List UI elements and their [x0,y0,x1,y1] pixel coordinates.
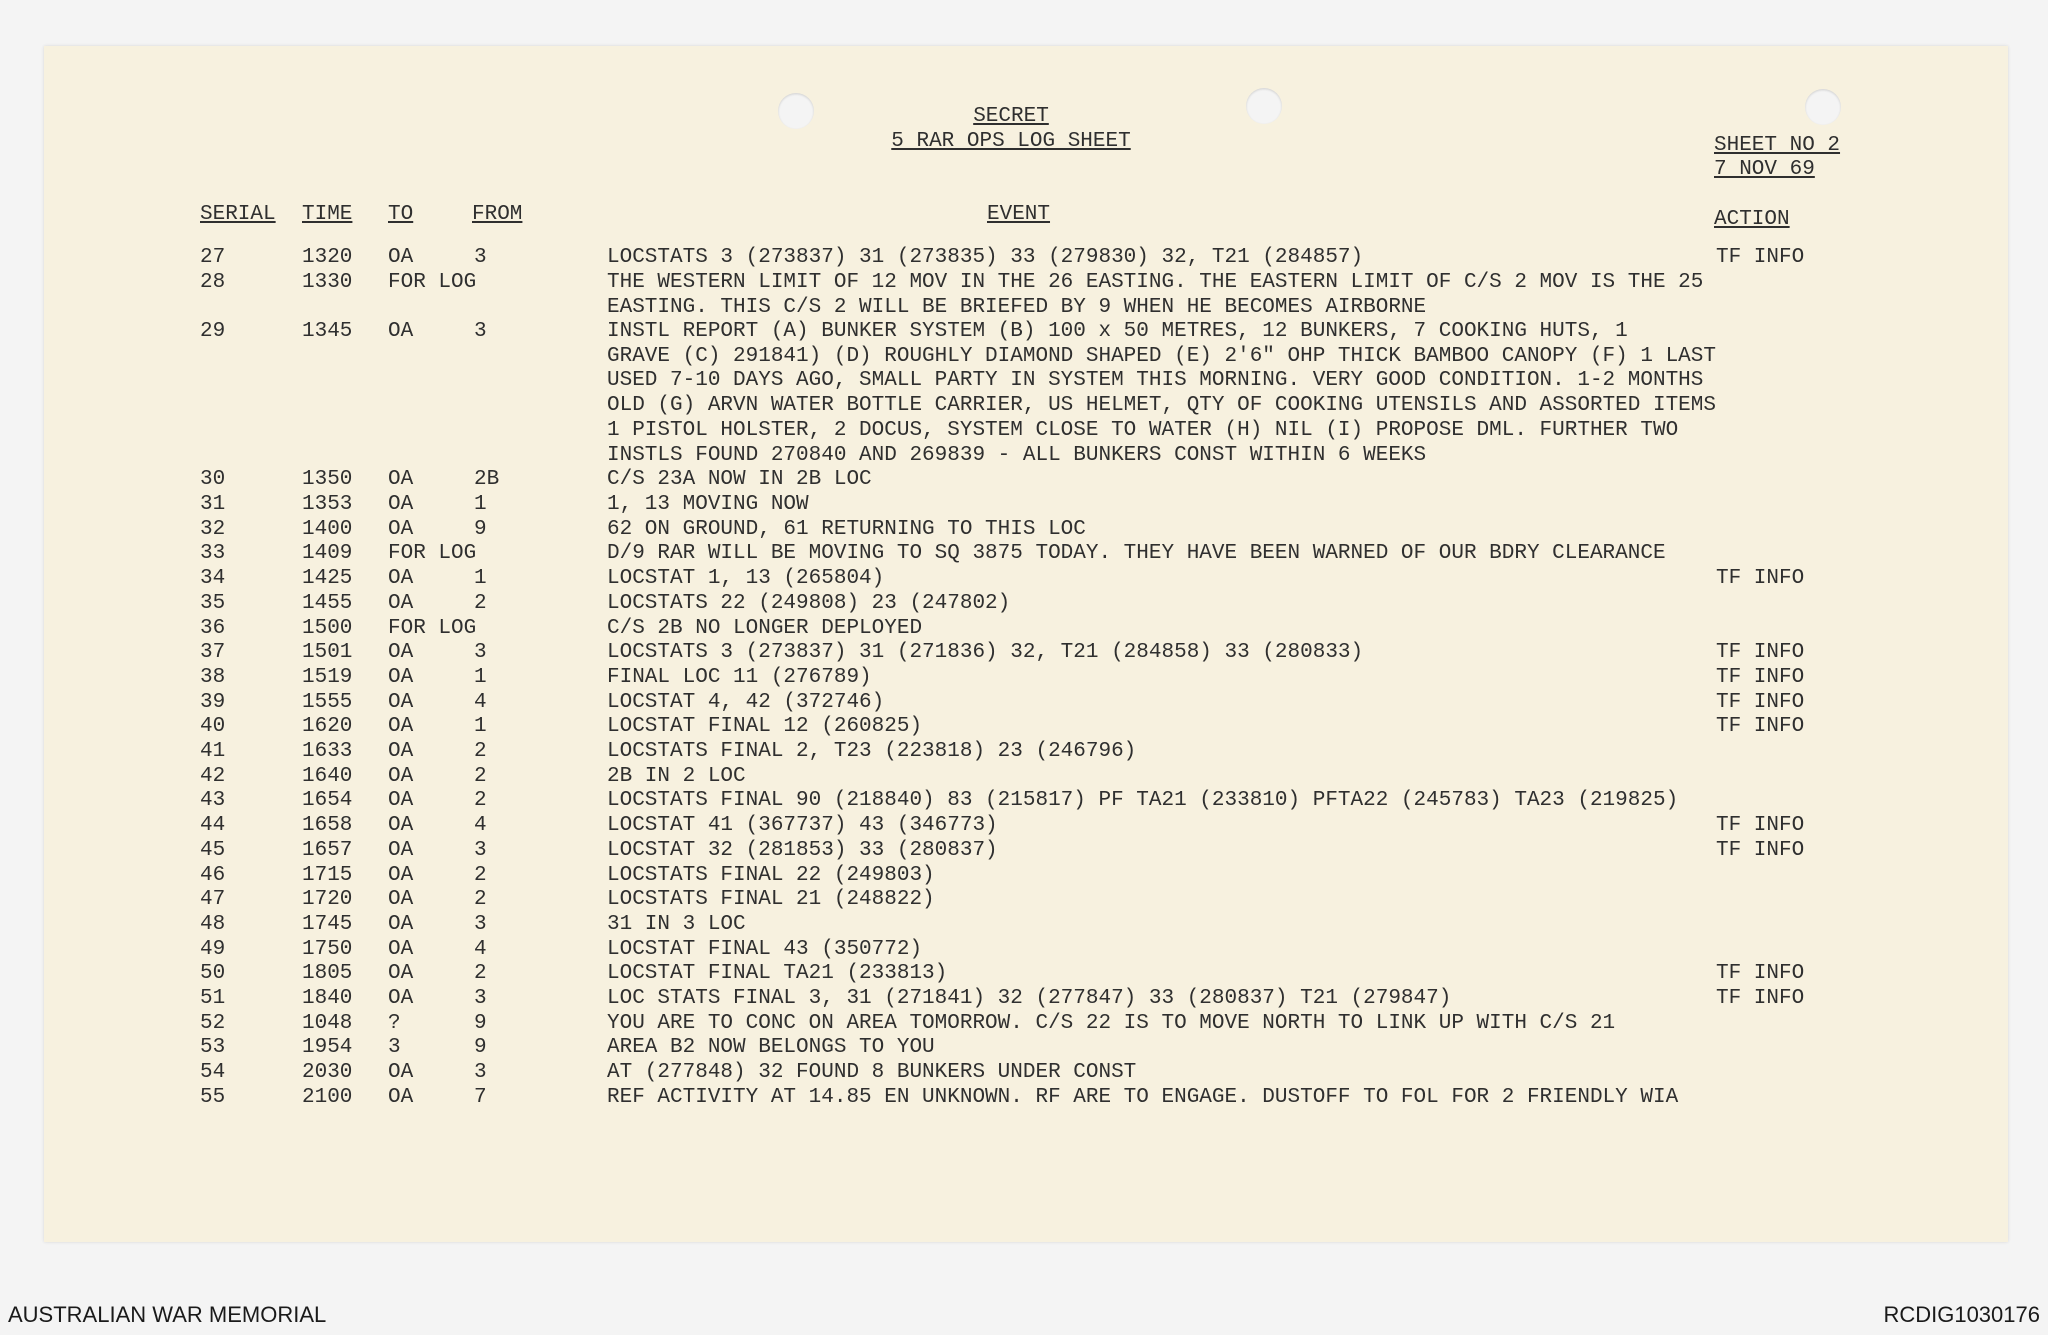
event-cell [607,641,1363,666]
time-cell: 1519 [302,666,353,689]
event-line: LOCSTATS FINAL 22 (249803) [607,864,935,887]
to-cell: ? [388,1012,401,1035]
time-cell: 1657 [302,839,353,862]
from-cell: 3 [474,987,487,1010]
event-line: OLD (G) ARVN WATER BOTTLE CARRIER, US HELMET, QTY OF COOKING UTENSILS AND ASSORTED ITEMS [607,394,1716,418]
from-cell: 9 [474,1036,487,1059]
event-cell [607,938,922,963]
log-entry-row [44,962,2008,986]
time-cell: 1350 [302,468,353,491]
event-cell [607,962,947,987]
event-cell [607,1086,1678,1111]
log-entry-row [44,592,2008,616]
time-cell: 1425 [302,567,353,590]
time-cell: 2100 [302,1086,353,1109]
time-cell: 1805 [302,962,353,985]
action-cell: TF INFO [1716,987,1805,1010]
to-cell: OA [388,246,414,269]
serial-cell: 55 [200,1086,226,1109]
to-cell: OA [388,765,414,788]
event-cell [607,271,1703,320]
time-cell: 1500 [302,617,353,640]
event-line: INSTL REPORT (A) BUNKER SYSTEM (B) 100 x 50 METRES, 12 BUNKERS, 7 COOKING HUTS, 1 [607,320,1628,343]
from-cell: 7 [474,1086,487,1109]
time-cell: 1501 [302,641,353,664]
from-cell: 2 [474,592,487,615]
serial-cell: 46 [200,864,226,887]
serial-cell: 51 [200,987,226,1010]
event-cell [607,864,935,889]
serial-cell: 41 [200,740,226,763]
from-cell: 1 [474,715,487,738]
time-cell: 1330 [302,271,353,294]
to-cell: OA [388,740,414,763]
to-cell: FOR LOG [388,271,477,294]
log-entry-row [44,814,2008,838]
event-line: C/S 23A NOW IN 2B LOC [607,468,872,491]
from-cell: 3 [474,246,487,269]
event-line: 1 PISTOL HOLSTER, 2 DOCUS, SYSTEM CLOSE TO WATER (H) NIL (I) PROPOSE DML. FURTHER TWO [607,418,1679,442]
event-cell [607,666,872,691]
from-cell: 3 [474,1061,487,1084]
log-entry-row [44,715,2008,739]
time-cell: 1633 [302,740,353,763]
event-cell [607,888,935,913]
sheet-date: 7 NOV 69 [1714,158,1815,181]
event-line: LOCSTAT FINAL TA21 (233813) [607,962,948,985]
event-cell [607,1012,1615,1037]
event-line: D/9 RAR WILL BE MOVING TO SQ 3875 TODAY. THEY HAVE BEEN WARNED OF OUR BDRY CLEARANCE [607,542,1666,565]
time-cell: 1715 [302,864,353,887]
log-entry-row [44,320,2008,467]
from-cell: 3 [474,913,487,936]
serial-cell: 45 [200,839,226,862]
from-cell: 1 [474,493,487,516]
from-cell: 4 [474,814,487,837]
event-cell [607,592,1010,617]
time-cell: 1555 [302,691,353,714]
event-cell [607,691,884,716]
event-line: AREA B2 NOW BELONGS TO YOU [607,1036,935,1059]
event-cell [607,542,1666,567]
time-cell: 1320 [302,246,353,269]
time-cell: 1840 [302,987,353,1010]
event-line: 62 ON GROUND, 61 RETURNING TO THIS LOC [607,518,1086,541]
log-entry-row [44,913,2008,937]
time-cell: 1620 [302,715,353,738]
event-line: GRAVE (C) 291841) (D) ROUGHLY DIAMOND SHAPED (E) 2'6" OHP THICK BAMBOO CANOPY (F) 1 LAST [607,344,1716,368]
event-cell [607,567,884,592]
serial-cell: 29 [200,320,226,343]
classification-heading: SECRET [973,105,1049,128]
to-cell: OA [388,641,414,664]
from-cell: 9 [474,1012,487,1035]
footer-credit: AUSTRALIAN WAR MEMORIAL [8,1302,327,1327]
from-cell: 2 [474,789,487,812]
event-line: AT (277848) 32 FOUND 8 BUNKERS UNDER CONST [607,1061,1137,1084]
serial-cell: 49 [200,938,226,961]
event-line: 2B IN 2 LOC [607,765,746,788]
serial-cell: 36 [200,617,226,640]
log-entry-row [44,1086,2008,1110]
log-entry-row [44,567,2008,591]
log-entry-row [44,468,2008,492]
log-entry-row [44,271,2008,319]
to-cell: OA [388,691,414,714]
to-cell: OA [388,320,414,343]
serial-cell: 47 [200,888,226,911]
log-entries [44,46,2008,1242]
serial-cell: 34 [200,567,226,590]
to-cell: OA [388,913,414,936]
time-cell: 1400 [302,518,353,541]
action-cell: TF INFO [1716,666,1805,689]
to-cell: OA [388,864,414,887]
event-cell [607,1061,1136,1086]
footer-reference: RCDIG1030176 [1883,1302,2040,1327]
event-line: EASTING. THIS C/S 2 WILL BE BRIEFED BY 9 WHEN HE BECOMES AIRBORNE [607,295,1427,319]
to-cell: OA [388,468,414,491]
from-cell: 1 [474,666,487,689]
event-cell [607,518,1086,543]
event-line: LOC STATS FINAL 3, 31 (271841) 32 (277847) 33 (280837) T21 (279847) [607,987,1452,1010]
column-header-to: TO [388,203,414,226]
event-line: USED 7-10 DAYS AGO, SMALL PARTY IN SYSTEM THIS MORNING. VERY GOOD CONDITION. 1-2 MONTHS [607,369,1704,393]
time-cell: 1353 [302,493,353,516]
serial-cell: 54 [200,1061,226,1084]
to-cell: OA [388,888,414,911]
log-entry-row [44,987,2008,1011]
event-cell [607,987,1451,1012]
event-line: INSTLS FOUND 270840 AND 269839 - ALL BUNKERS CONST WITHIN 6 WEEKS [607,443,1427,467]
to-cell: OA [388,518,414,541]
serial-cell: 37 [200,641,226,664]
time-cell: 1954 [302,1036,353,1059]
event-line: LOCSTAT 1, 13 (265804) [607,567,885,590]
column-header-serial: SERIAL [200,203,276,226]
serial-cell: 28 [200,271,226,294]
time-cell: 1720 [302,888,353,911]
event-cell [607,715,922,740]
event-line: FINAL LOC 11 (276789) [607,666,872,689]
serial-cell: 33 [200,542,226,565]
event-line: LOCSTAT FINAL 43 (350772) [607,938,923,961]
time-cell: 1409 [302,542,353,565]
log-entry-row [44,1012,2008,1036]
event-line: C/S 2B NO LONGER DEPLOYED [607,617,923,640]
action-cell: TF INFO [1716,567,1805,590]
event-line: LOCSTAT 41 (367737) 43 (346773) [607,814,998,837]
time-cell: 1640 [302,765,353,788]
event-line: LOCSTATS 3 (273837) 31 (273835) 33 (279830) 32, T21 (284857) [607,246,1364,269]
serial-cell: 52 [200,1012,226,1035]
event-cell [607,1036,935,1061]
time-cell: 1048 [302,1012,353,1035]
log-entry-row [44,666,2008,690]
action-cell: TF INFO [1716,839,1805,862]
from-cell: 2 [474,864,487,887]
log-entry-row [44,246,2008,270]
column-header-time: TIME [302,203,353,226]
to-cell: OA [388,962,414,985]
event-line: THE WESTERN LIMIT OF 12 MOV IN THE 26 EASTING. THE EASTERN LIMIT OF C/S 2 MOV IS THE 25 [607,271,1704,294]
column-header-action: ACTION [1714,208,1790,231]
from-cell: 3 [474,320,487,343]
log-entry-row [44,542,2008,566]
from-cell: 4 [474,938,487,961]
log-entry-row [44,1036,2008,1060]
action-cell: TF INFO [1716,715,1805,738]
log-entry-row [44,888,2008,912]
log-entry-row [44,617,2008,641]
event-line: LOCSTATS 3 (273837) 31 (271836) 32, T21 (284858) 33 (280833) [607,641,1364,664]
event-line: LOCSTAT 4, 42 (372746) [607,691,885,714]
action-cell: TF INFO [1716,641,1805,664]
log-entry-row [44,1061,2008,1085]
log-entry-row [44,789,2008,813]
serial-cell: 31 [200,493,226,516]
action-cell: TF INFO [1716,691,1805,714]
log-entry-row [44,938,2008,962]
serial-cell: 40 [200,715,226,738]
log-entry-row [44,493,2008,517]
to-cell: FOR LOG [388,617,477,640]
to-cell: OA [388,814,414,837]
time-cell: 1745 [302,913,353,936]
page-title: 5 RAR OPS LOG SHEET [891,130,1131,153]
serial-cell: 30 [200,468,226,491]
to-cell: 3 [388,1036,401,1059]
to-cell: OA [388,1086,414,1109]
column-header-event: EVENT [987,203,1051,226]
event-cell [607,814,998,839]
serial-cell: 50 [200,962,226,985]
event-cell [607,493,809,518]
to-cell: OA [388,1061,414,1084]
event-cell [607,740,1136,765]
from-cell: 2B [474,468,500,491]
log-entry-row [44,691,2008,715]
from-cell: 3 [474,839,487,862]
event-line: 31 IN 3 LOC [607,913,746,936]
event-cell [607,246,1363,271]
event-cell [607,839,998,864]
sheet-number: SHEET NO 2 [1714,134,1841,157]
action-cell: TF INFO [1716,246,1805,269]
time-cell: 1345 [302,320,353,343]
to-cell: OA [388,839,414,862]
event-cell [607,617,922,642]
time-cell: 1750 [302,938,353,961]
log-entry-row [44,864,2008,888]
to-cell: OA [388,987,414,1010]
log-sheet-paper [44,46,2008,1242]
from-cell: 2 [474,740,487,763]
serial-cell: 38 [200,666,226,689]
event-cell [607,913,746,938]
action-cell: TF INFO [1716,962,1805,985]
to-cell: OA [388,493,414,516]
from-cell: 9 [474,518,487,541]
serial-cell: 27 [200,246,226,269]
serial-cell: 43 [200,789,226,812]
serial-cell: 35 [200,592,226,615]
time-cell: 1455 [302,592,353,615]
log-entry-row [44,839,2008,863]
event-line: LOCSTATS FINAL 90 (218840) 83 (215817) PF TA21 (233810) PFTA22 (245783) TA23 (219825) [607,789,1679,812]
action-cell: TF INFO [1716,814,1805,837]
serial-cell: 44 [200,814,226,837]
event-line: YOU ARE TO CONC ON AREA TOMORROW. C/S 22 IS TO MOVE NORTH TO LINK UP WITH C/S 21 [607,1012,1616,1035]
log-entry-row [44,740,2008,764]
to-cell: OA [388,789,414,812]
event-line: LOCSTAT FINAL 12 (260825) [607,715,923,738]
event-line: LOCSTATS FINAL 21 (248822) [607,888,935,911]
time-cell: 2030 [302,1061,353,1084]
from-cell: 1 [474,567,487,590]
from-cell: 3 [474,641,487,664]
log-entry-row [44,641,2008,665]
from-cell: 2 [474,888,487,911]
to-cell: OA [388,715,414,738]
event-cell [607,789,1678,814]
event-cell [607,765,746,790]
serial-cell: 39 [200,691,226,714]
event-line: REF ACTIVITY AT 14.85 EN UNKNOWN. RF ARE TO ENGAGE. DUSTOFF TO FOL FOR 2 FRIENDLY WIA [607,1086,1679,1109]
serial-cell: 32 [200,518,226,541]
from-cell: 2 [474,962,487,985]
event-line: LOCSTATS 22 (249808) 23 (247802) [607,592,1011,615]
event-line: LOCSTATS FINAL 2, T23 (223818) 23 (246796) [607,740,1137,763]
serial-cell: 48 [200,913,226,936]
time-cell: 1654 [302,789,353,812]
from-cell: 4 [474,691,487,714]
log-entry-row [44,765,2008,789]
event-line: LOCSTAT 32 (281853) 33 (280837) [607,839,998,862]
to-cell: OA [388,567,414,590]
event-line: 1, 13 MOVING NOW [607,493,809,516]
log-entry-row [44,518,2008,542]
to-cell: OA [388,592,414,615]
event-cell [607,468,872,493]
event-cell [607,320,1716,468]
time-cell: 1658 [302,814,353,837]
to-cell: OA [388,938,414,961]
serial-cell: 42 [200,765,226,788]
serial-cell: 53 [200,1036,226,1059]
column-header-from: FROM [472,203,523,226]
to-cell: OA [388,666,414,689]
to-cell: FOR LOG [388,542,477,565]
from-cell: 2 [474,765,487,788]
